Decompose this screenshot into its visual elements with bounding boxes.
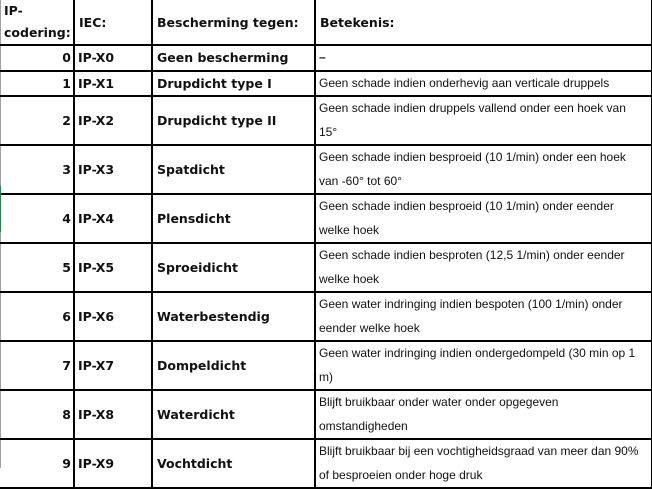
- meaning-cell: Geen schade indien onderhevig aan verticale druppels: [315, 71, 652, 97]
- table-row: [0, 439, 652, 488]
- protection-cell: Spatdicht: [152, 145, 315, 194]
- iec-cell: IP-X0: [74, 45, 152, 71]
- iec-cell: IP-X7: [74, 341, 152, 390]
- table-row: [0, 292, 652, 341]
- protection-cell: Sproeidicht: [152, 243, 315, 292]
- protection-cell: Drupdicht type I: [152, 71, 315, 97]
- ip-code-cell: 3: [0, 145, 74, 194]
- iec-cell: IP-X1: [74, 71, 152, 97]
- header-iec: IEC:: [74, 0, 152, 45]
- table-row: [0, 390, 652, 439]
- meaning-cell: –: [315, 45, 652, 71]
- iec-cell: IP-X9: [74, 439, 152, 488]
- iec-cell: IP-X6: [74, 292, 152, 341]
- meaning-cell: Blijft bruikbaar bij een vochtigheidsgraad van meer dan 90% of besproeien onder hoge druk: [315, 439, 652, 488]
- row-selection-marker: [0, 186, 1, 232]
- protection-cell: Geen bescherming: [152, 45, 315, 71]
- iec-cell: IP-X4: [74, 194, 152, 243]
- meaning-cell: Geen water indringing indien ondergedompeld (30 min op 1 m): [315, 341, 652, 390]
- protection-cell: Plensdicht: [152, 194, 315, 243]
- meaning-cell: Geen water indringing indien bespoten (100 1/min) onder eender welke hoek: [315, 292, 652, 341]
- ip-code-cell: 8: [0, 390, 74, 439]
- iec-cell: IP-X8: [74, 390, 152, 439]
- table-row: [0, 45, 652, 71]
- header-ip-code: IP-codering:: [0, 0, 74, 45]
- ip-code-cell: 5: [0, 243, 74, 292]
- meaning-cell: Blijft bruikbaar onder water onder opgegeven omstandigheden: [315, 390, 652, 439]
- table-row: [0, 194, 652, 243]
- meaning-cell: Geen schade indien besproeid (10 1/min) onder eender welke hoek: [315, 194, 652, 243]
- ip-code-cell: 2: [0, 96, 74, 145]
- iec-cell: IP-X5: [74, 243, 152, 292]
- table-row: [0, 243, 652, 292]
- meaning-cell: Geen schade indien besproten (12,5 1/min) onder eender welke hoek: [315, 243, 652, 292]
- meaning-cell: Geen schade indien besproeid (10 1/min) onder een hoek van -60° tot 60°: [315, 145, 652, 194]
- header-protection: Bescherming tegen:: [152, 0, 315, 45]
- header-row: [0, 0, 652, 45]
- protection-cell: Drupdicht type II: [152, 96, 315, 145]
- protection-cell: Waterdicht: [152, 390, 315, 439]
- meaning-cell: Geen schade indien druppels vallend onder een hoek van 15°: [315, 96, 652, 145]
- iec-cell: IP-X2: [74, 96, 152, 145]
- header-meaning: Betekenis:: [315, 0, 652, 45]
- protection-cell: Vochtdicht: [152, 439, 315, 488]
- ip-code-cell: 6: [0, 292, 74, 341]
- ip-code-cell: 0: [0, 45, 74, 71]
- table-row: [0, 71, 652, 97]
- ip-code-cell: 7: [0, 341, 74, 390]
- ip-code-cell: 1: [0, 71, 74, 97]
- table-row: [0, 145, 652, 194]
- table-row: [0, 96, 652, 145]
- protection-cell: Dompeldicht: [152, 341, 315, 390]
- protection-cell: Waterbestendig: [152, 292, 315, 341]
- ip-code-cell: 4: [0, 194, 74, 243]
- ip-code-cell: 9: [0, 439, 74, 488]
- table-row: [0, 341, 652, 390]
- iec-cell: IP-X3: [74, 145, 152, 194]
